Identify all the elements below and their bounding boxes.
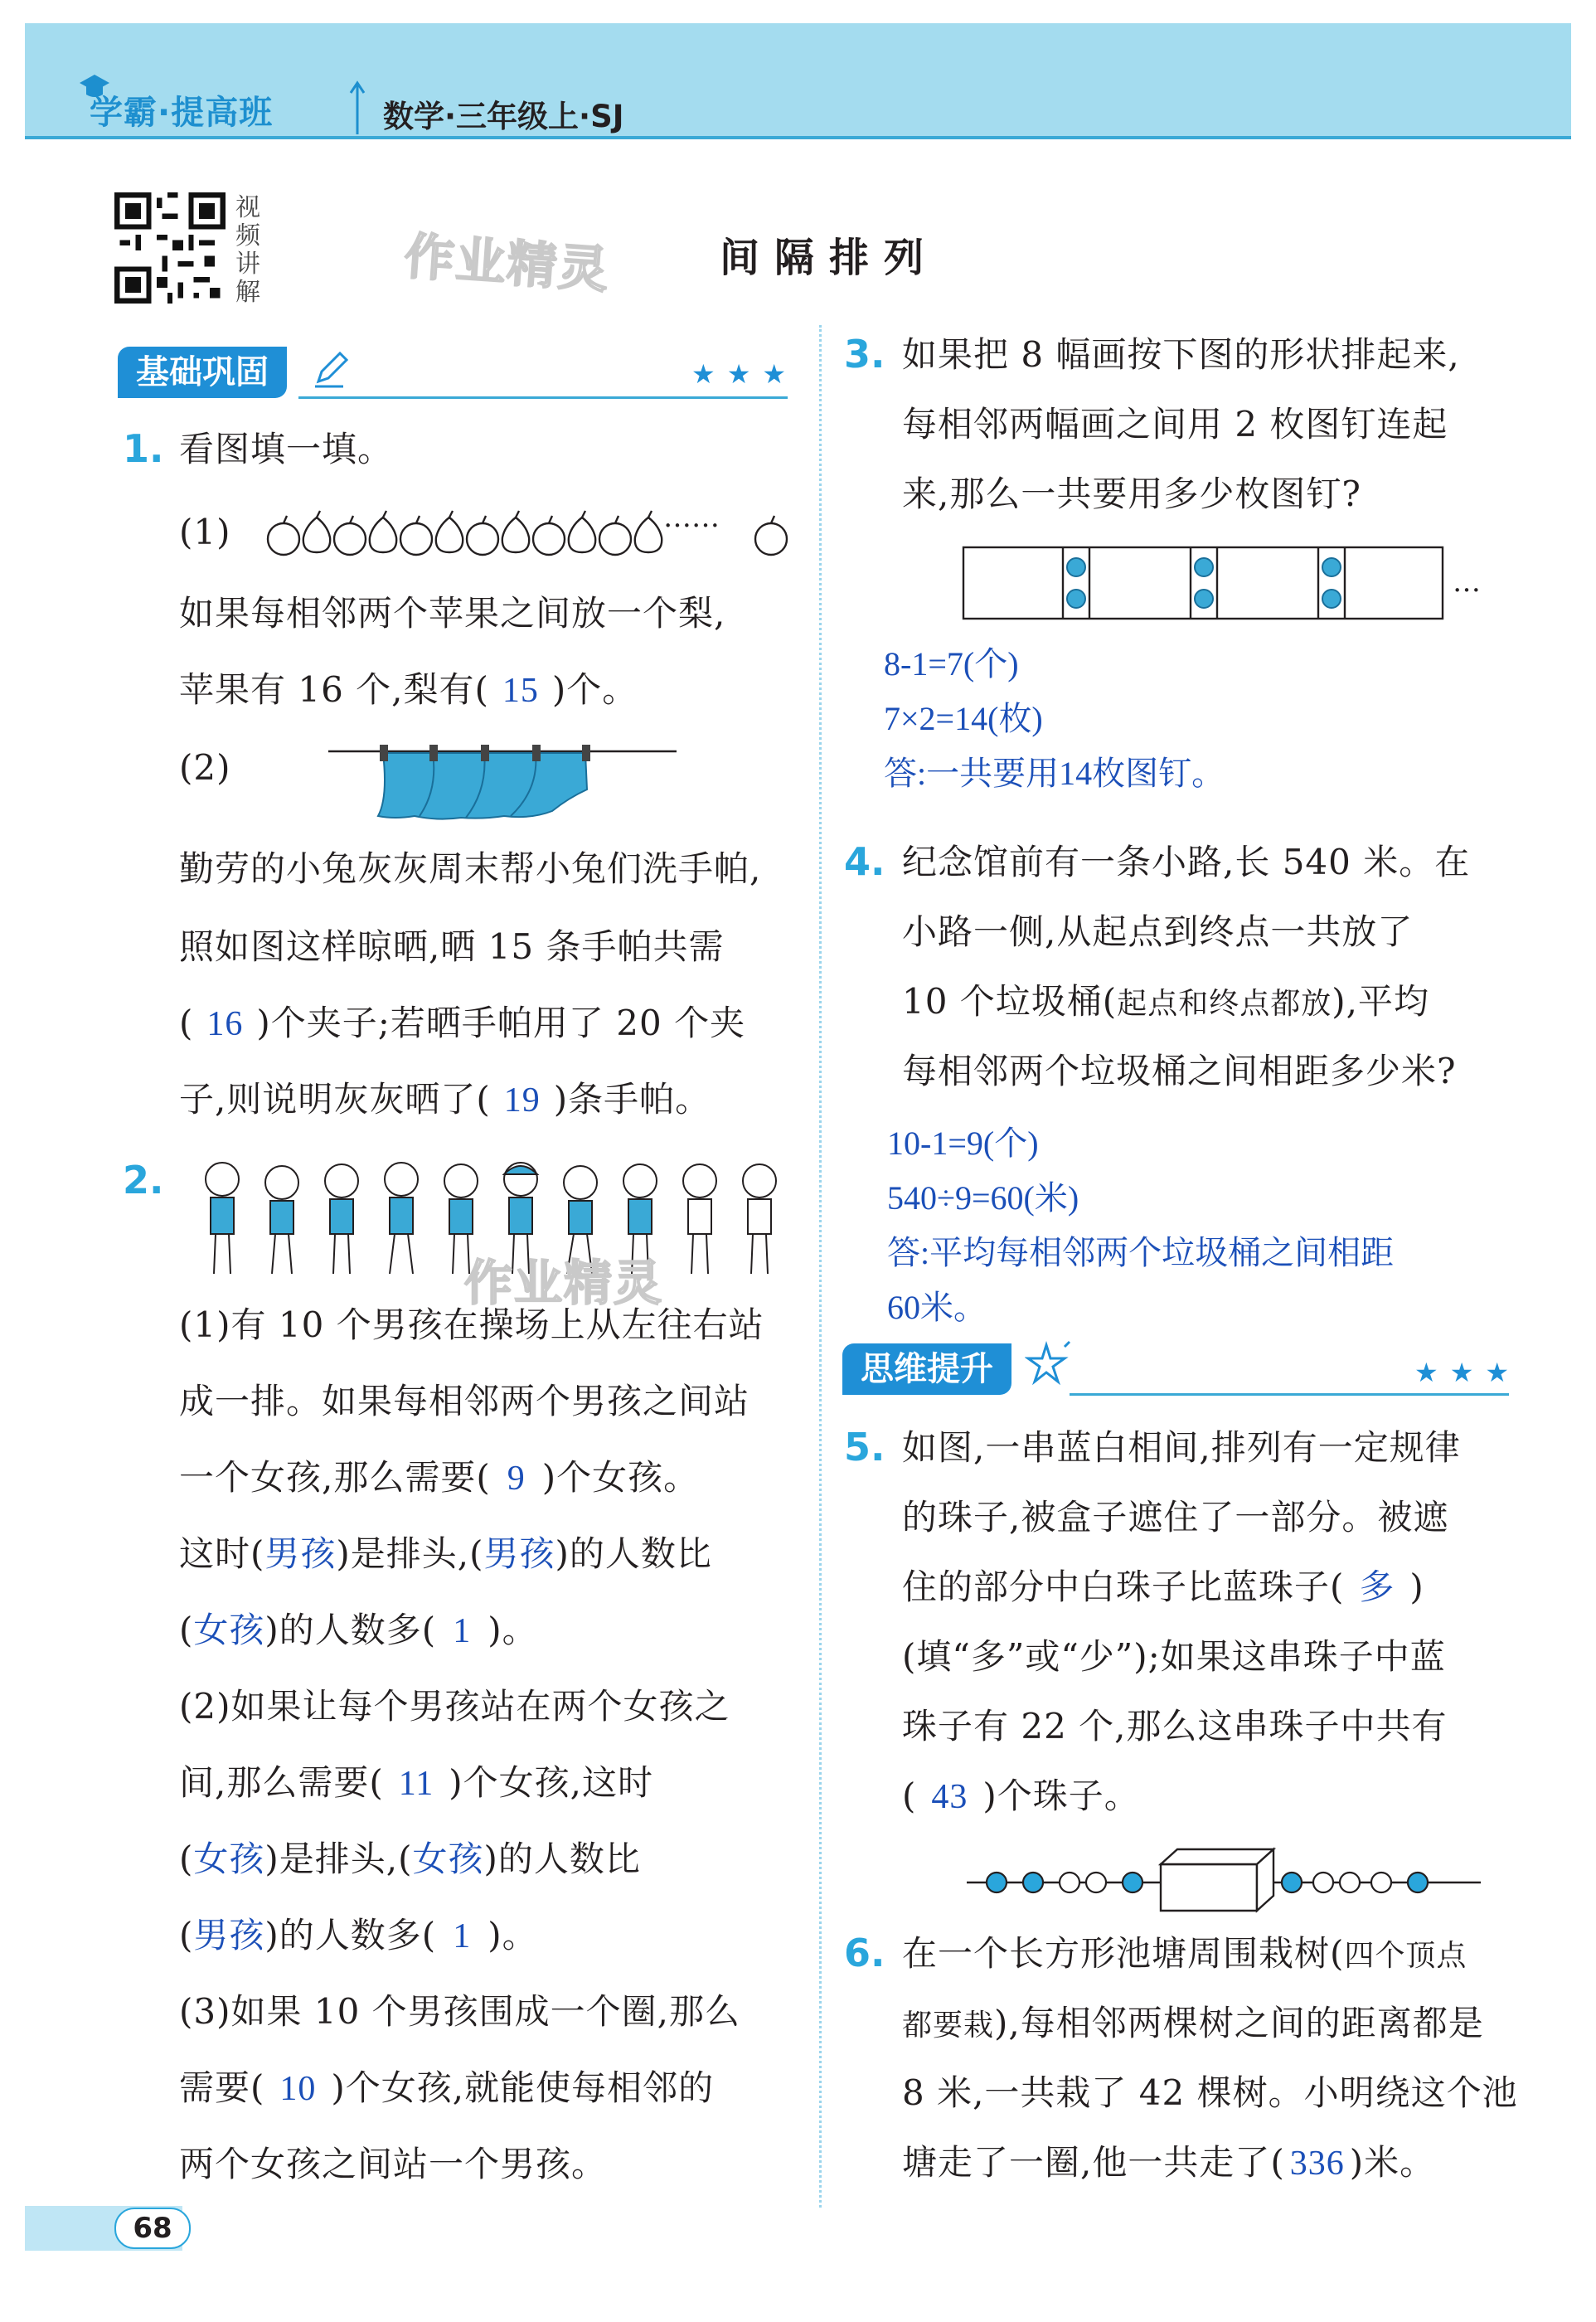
watermark: 作业精灵 xyxy=(402,227,612,300)
q2-line3: 一个女孩,那么需要( 9 )个女孩。 xyxy=(179,1457,700,1498)
q2-line10: (3)如果 10 个男孩围成一个圈,那么 xyxy=(179,1991,740,2032)
answer-blank: 男孩 xyxy=(483,1536,555,1574)
q5-line6: ( 43 )个珠子。 xyxy=(902,1776,1140,1816)
q4-solution-2: 540÷9=60(米) xyxy=(887,1179,1079,1217)
q6-line1: 在一个长方形池塘周围栽树(四个顶点 xyxy=(902,1933,1467,1974)
q5-line2: 的珠子,被盒子遮住了一部分。被遮 xyxy=(902,1497,1449,1537)
divider-arrow-icon xyxy=(347,78,368,136)
page-number: 68 xyxy=(114,2208,191,2249)
section-badge-advanced: 思维提升 xyxy=(842,1343,1011,1395)
q4-solution-3: 答:平均每相邻两个垃圾桶之间相距 xyxy=(887,1234,1395,1271)
section-underline xyxy=(1070,1393,1509,1396)
watermark: 作业精灵 xyxy=(464,1255,664,1311)
brand-name: 学霸·提高班 xyxy=(90,94,274,132)
q1-part1-line1: 如果每相邻两个苹果之间放一个梨, xyxy=(179,593,726,634)
answer-blank: 16 xyxy=(206,1005,244,1043)
q2-line9: (男孩)的人数多( 1 )。 xyxy=(179,1915,538,1955)
q3-ellipsis: … xyxy=(1453,566,1481,599)
pencil-icon xyxy=(310,348,352,390)
q2-line8: (女孩)是排头,(女孩)的人数比 xyxy=(179,1839,641,1879)
sparkle-star-icon xyxy=(1025,1340,1075,1390)
q3-line3: 来,那么一共要用多少枚图钉? xyxy=(902,474,1361,514)
handkerchiefs-figure xyxy=(328,740,677,823)
answer-blank: 336 xyxy=(1289,2145,1345,2183)
q3-solution-3: 答:一共要用14枚图钉。 xyxy=(884,755,1225,792)
answer-blank: 9 xyxy=(507,1460,526,1498)
q4-line1: 纪念馆前有一条小路,长 540 米。在 xyxy=(902,842,1471,882)
q2-line1: (1)有 10 个男孩在操场上从左往右站 xyxy=(179,1304,764,1345)
question-number: 2. xyxy=(123,1158,164,1202)
answer-blank: 男孩 xyxy=(193,1917,265,1955)
q2-line7: 间,那么需要( 11 )个女孩,这时 xyxy=(179,1762,653,1803)
q1-part2-line2: 照如图这样晾晒,晒 15 条手帕共需 xyxy=(179,926,725,967)
q5-line3: 住的部分中白珠子比蓝珠子( 多 ) xyxy=(902,1567,1424,1607)
q1-part2-line1: 勤劳的小兔灰灰周末帮小兔们洗手帕, xyxy=(179,848,762,889)
answer-blank: 15 xyxy=(502,672,539,710)
page-title: 间隔排列 xyxy=(720,235,939,281)
answer-blank: 43 xyxy=(931,1778,968,1816)
q3-solution-1: 8-1=7(个) xyxy=(884,645,1019,683)
difficulty-stars: ★★★ xyxy=(691,358,798,390)
q4-solution-1: 10-1=9(个) xyxy=(887,1125,1039,1162)
answer-blank: 1 xyxy=(453,1917,472,1955)
q6-line3: 8 米,一共栽了 42 棵树。小明绕这个池 xyxy=(902,2072,1518,2113)
question-number: 6. xyxy=(844,1931,885,1975)
answer-blank: 女孩 xyxy=(193,1841,265,1879)
q2-line6: (2)如果让每个男孩站在两个女孩之 xyxy=(179,1686,730,1727)
q2-line12: 两个女孩之间站一个男孩。 xyxy=(179,2144,608,2184)
q4-line2: 小路一侧,从起点到终点一共放了 xyxy=(902,911,1414,952)
q3-solution-2: 7×2=14(枚) xyxy=(884,700,1043,737)
section-underline xyxy=(298,396,788,399)
beads-box-figure xyxy=(967,1839,1481,1914)
q6-line2: 都要栽),每相邻两棵树之间的距离都是 xyxy=(902,2003,1484,2043)
question-number: 3. xyxy=(844,332,885,376)
q1-part1-line2: 苹果有 16 个,梨有( 15 )个。 xyxy=(179,669,638,710)
answer-blank: 1 xyxy=(453,1612,472,1650)
q6-line4: 塘走了一圈,他一共走了( 336 )米。 xyxy=(902,2142,1436,2183)
section-badge-basic: 基础巩固 xyxy=(118,347,287,398)
question-number: 4. xyxy=(844,839,885,884)
q4-line4: 每相邻两个垃圾桶之间相距多少米? xyxy=(902,1051,1457,1091)
answer-blank: 11 xyxy=(398,1765,434,1803)
q1-intro: 看图填一填。 xyxy=(179,429,394,469)
paintings-row-figure xyxy=(962,544,1449,624)
q5-line5: 珠子有 22 个,那么这串珠子中共有 xyxy=(902,1706,1448,1746)
difficulty-stars: ★★★ xyxy=(1414,1357,1521,1388)
column-divider xyxy=(819,325,822,2208)
answer-blank: 女孩 xyxy=(193,1612,265,1650)
q5-line1: 如图,一串蓝白相间,排列有一定规律 xyxy=(902,1427,1461,1468)
q1-part1-label: (1) xyxy=(179,512,231,552)
answer-blank: 男孩 xyxy=(264,1536,337,1574)
question-number: 5. xyxy=(844,1425,885,1469)
question-number: 1. xyxy=(123,426,164,471)
q4-solution-4: 60米。 xyxy=(887,1289,987,1326)
q2-line4: 这时(男孩)是排头,(男孩)的人数比 xyxy=(179,1533,712,1574)
qr-video-label: 视频讲解 xyxy=(235,193,260,307)
q3-line1: 如果把 8 幅画按下图的形状排起来, xyxy=(902,334,1460,375)
q1-part2-line4: 子,则说明灰灰晒了( 19 )条手帕。 xyxy=(179,1079,711,1120)
q2-line2: 成一排。如果每相邻两个男孩之间站 xyxy=(179,1381,750,1421)
q1-part2-label: (2) xyxy=(179,747,231,788)
q2-line5: (女孩)的人数多( 1 )。 xyxy=(179,1610,538,1650)
qr-code-icon[interactable] xyxy=(114,192,226,304)
answer-blank: 19 xyxy=(503,1081,541,1120)
answer-blank: 多 xyxy=(1359,1569,1395,1607)
q2-line11: 需要( 10 )个女孩,就能使每相邻的 xyxy=(179,2067,715,2108)
subject-label: 数学·三年级上·SJ xyxy=(383,99,624,134)
answer-blank: 女孩 xyxy=(412,1841,484,1879)
q1-part2-line3: ( 16 )个夹子;若晒手帕用了 20 个夹 xyxy=(179,1003,746,1043)
q1-ellipsis: …… xyxy=(663,501,720,534)
q4-line3: 10 个垃圾桶(起点和终点都放),平均 xyxy=(902,981,1429,1022)
q5-line4: (填“多”或“少”);如果这串珠子中蓝 xyxy=(902,1636,1446,1677)
answer-blank: 10 xyxy=(279,2070,317,2108)
q3-line2: 每相邻两幅画之间用 2 枚图钉连起 xyxy=(902,404,1448,444)
